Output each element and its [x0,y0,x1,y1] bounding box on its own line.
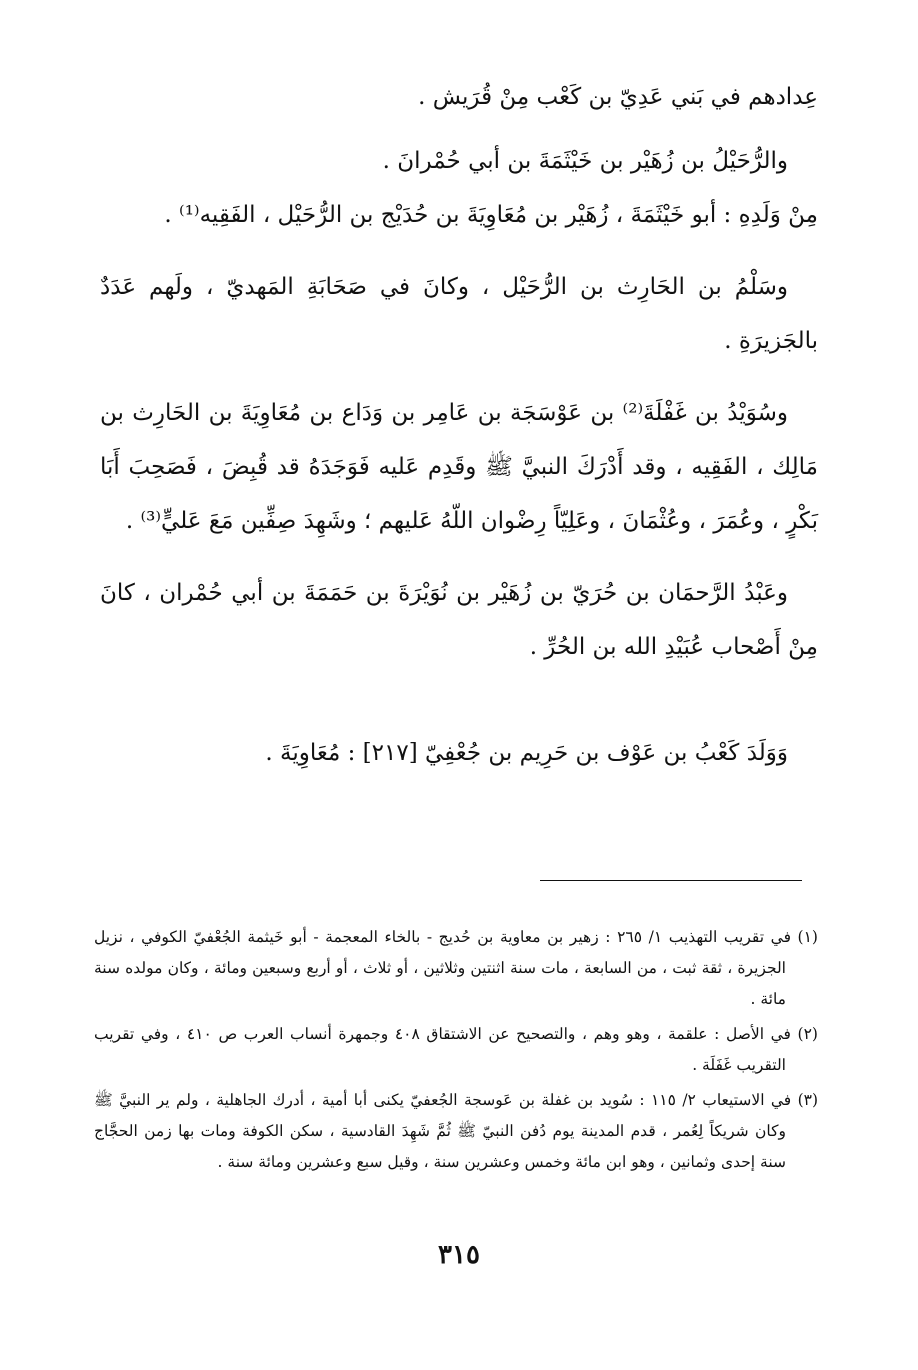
footnote-2: (٢) في الأصل : علقمة ، وهو وهم ، والتصحيح عن الاشتقاق ٤٠٨ وجمهرة أنساب العرب ص ٤١٠ ، وفي تقريب التقريب غَفَلَة . [94,1025,818,1074]
paragraph-salm: وسَلْمُ بن الحَارِث بن الرُّحَيْل ، وكانَ في صَحَابَةِ المَهديّ ، ولَهم عَدَدٌ بالجَزيرَةِ . [100,274,818,354]
paragraph-ruhayl-descendants: مِنْ وَلَدِهِ : أبو خَيْثَمَةَ ، زُهَيْر بن مُعَاوِيَةَ بن حُدَيْج بن الرُّحَيْل ، الفَقِيه⁽¹⁾ . [164,202,818,228]
paragraph-kaab: وَوَلَدَ كَعْبُ بن عَوْف بن حَرِيم بن جُعْفِيّ [٢١٧] : مُعَاوِيَةَ . [265,740,788,766]
footnote-3: (٣) في الاستيعاب ٢/ ١١٥ : سُويد بن غفلة بن عَوسجة الجُعفيّ يكنى أبا أمية ، أدرك الجاهلية ، ولم ير النبيَّ ﷺ وكان شريكاً لِعُمر ، قدم المدينة يوم دُفن النبيّ ﷺ ثُمَّ شَهِدَ القادسية ، سكن الكوفة ومات بها زمن الحجَّاج سنة إحدى وثمانين ، وهو ابن مائة وخمس وعشرين سنة ، وقيل سبع وعشرين ومائة سنة . [94,1091,819,1171]
page-number: ٣١٥ [438,1240,480,1270]
footnotes-block [94,922,818,1182]
main-text-block [100,70,818,780]
paragraph-suwayd: وسُوَيْدُ بن غَفْلَةَ⁽²⁾ بن عَوْسَجَة بن عَامِر بن وَدَاع بن مُعَاوِيَةَ بن الحَارِث بن مَالِك ، الفَقِيه ، وقد أَدْرَكَ النبيَّ ﷺ وقَدِم عَليه فَوَجَدَهُ قد قُبِضَ ، فَصَحِبَ أَبَا بَكْرٍ ، وعُمَرَ ، وعُثْمَانَ ، وعَلِيّاً رِضْوان اللّهُ عَليهم ؛ وشَهِدَ صِفِّين مَعَ عَليٍّ⁽³⁾ . [100,400,818,534]
footnote-1: (١) في تقريب التهذيب ١/ ٢٦٥ : زهير بن معاوية بن حُديج - بالخاء المعجمة - أبو خَيثمة الجُعْفيّ الكوفي ، نزيل الجزيرة ، ثقة ثبت ، من السابعة ، مات سنة اثنتين وثلاثين ، أو ثلاث ، أو أربع وسبعين ومائة ، وكان مولده سنة مائة . [94,928,818,1008]
paragraph-abd-al-rahman: وعَبْدُ الرَّحمَان بن حُرَيّ بن زُهَيْر بن نُوَيْرَةَ بن حَمَمَةَ بن أبي حُمْران ، كانَ مِنْ أَصْحاب عُبَيْدِ الله بن الحُرِّ . [100,580,818,660]
paragraph-continuation: عِدادهم في بَني عَدِيّ بن كَعْب مِنْ قُرَيش . [418,84,818,110]
paragraph-ruhayl: والرُّحَيْلُ بن زُهَيْر بن خَيْثَمَةَ بن أبي حُمْرانَ . [382,148,788,174]
footnote-divider [540,880,802,881]
